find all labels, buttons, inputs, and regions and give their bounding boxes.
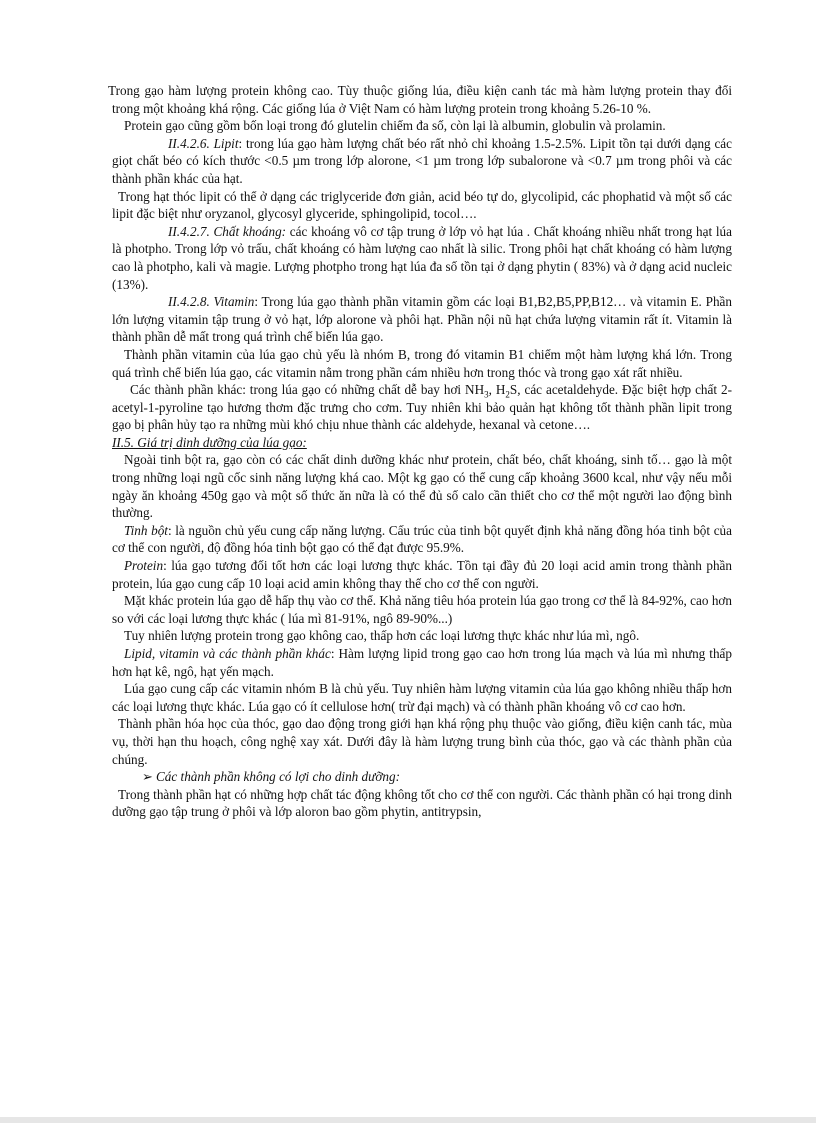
paragraph-text: : trong lúa gạo hàm lượng chất béo rất nhỏ chỉ khoảng 1.5-2.5%. Lipit tồn tại dưới dạng các giọt chất béo có kích thước <0.5 µm trong lớp alorone, <1 µm trong lớp subalorone và <0.7 µm trong phôi và các thành phần khác của hạt. — [112, 135, 733, 186]
paragraph-text: : Trong lúa gạo thành phần vitamin gồm các loại B1,B2,B5,PP,B12… và vitamin E. Phần lớn lượng vitamin tập trung ở vỏ hạt, lớp alorone và phôi hạt. Phần nội nũ hạt chứa lượng vitamin rất ít. Vitamin là thành phần dễ mất trong quá trình chế biến lúa gạo. — [112, 294, 732, 345]
term-label: Tinh bột — [124, 522, 168, 538]
paragraph-text: Thành phần vitamin của lúa gạo chủ yếu là nhóm B, trong đó vitamin B1 chiếm một hàm lượng khá lớn. Trong quá trình chế biến lúa gạo, các vitamin nằm trong phần cám nhiều hơn trong thóc và trong gạo xát rất nhiều. — [112, 346, 732, 380]
paragraph-harmful-components — [112, 786, 732, 821]
paragraph-protein-digest — [112, 592, 732, 627]
term-label: Protein — [124, 558, 164, 574]
paragraph-lipid-vitamin — [112, 645, 732, 680]
paragraph-text: các khoáng vô cơ tập trung ở lớp vỏ hạt lúa . Chất khoáng nhiều nhất trong hạt lúa là photpho. Trong lớp vỏ trấu, chất khoáng có hàm lượng cao nhất là silic. Trong phôi hạt chất khoáng có hàm lượng cao là photpho, kali và magie. Lượng photpho trong hạt lúa đa số tồn tại ở dạng phytin ( 83%) và ở dạng acid nucleic (13%). — [112, 223, 732, 292]
term-label: Lipid, vitamin và các thành phần khác — [124, 646, 331, 661]
paragraph-nutrition-intro — [112, 451, 732, 521]
subscript: 2 — [505, 389, 510, 400]
paragraph-text: Tuy nhiên lượng protein trong gạo không cao, thấp hơn các loại lương thực khác như lúa mì, ngô. — [124, 628, 640, 644]
paragraph-vitamin-b — [112, 346, 732, 381]
section-lipit — [112, 135, 732, 188]
paragraph-text: Trong gạo hàm lượng protein không cao. Tùy thuộc giống lúa, điều kiện canh tác mà hàm lượng protein thay đổi trong một khoảng khá rộng. Các giống lúa ở Việt Nam có hàm lượng protein trong khoảng 5.26-10 %. — [108, 83, 732, 116]
paragraph-vitamin-group-b — [112, 680, 732, 715]
paragraph-text: Trong thành phần hạt có những hợp chất tác động không tốt cho cơ thể con người. Các thành phần có hại trong dinh dưỡng gạo tập trung ở phôi và lớp aloron bao gồm phytin, antitrypsin, — [112, 786, 732, 820]
paragraph-other-components — [112, 381, 732, 434]
arrow-bullet-icon: ➢ — [142, 769, 154, 785]
paragraph-text: : là nguồn chủ yếu cung cấp năng lượng. Cấu trúc của tinh bột quyết định khả năng đồng hóa tinh bột của cơ thể con người, độ đồng hóa tinh bột gạo có thể đạt được 95.9%. — [112, 522, 733, 556]
section-heading: II.4.2.8. Vitamin — [168, 294, 255, 310]
bullet-text: Các thành phần không có lợi cho dinh dưỡng: — [156, 769, 400, 785]
paragraph-composition — [112, 715, 732, 768]
paragraph-text: Trong hạt thóc lipit có thể ở dạng các triglyceride đơn giản, acid béo tự do, glycolipid, các phophatid và một số các lipit đặc biệt như oryzanol, glycosyl glyceride, sphingolipid, tocol…. — [112, 188, 732, 222]
paragraph-text: S, các acetaldehyde. Đặc biệt hợp chất 2-acetyl-1-pyroline tạo hương thơm đặc trưng cho cơm. Tuy nhiên khi bảo quản hạt không tốt thành phần lipit trong gạo bị phân hủy tạo ra những mùi khó chịu nhue thành các aldehyde, hexanal và cetone…. — [112, 382, 732, 433]
bullet-heading — [112, 768, 732, 786]
paragraph-text: Thành phần hóa học của thóc, gạo dao động trong giới hạn khá rộng phụ thuộc vào giống, điều kiện canh tác, mùa vụ, thời hạn thu hoạch, công nghệ xay xát. Dưới đây là hàm lượng trung bình của thóc, gạo và các thành phần của chúng. — [112, 716, 732, 767]
paragraph-text: : lúa gạo tương đối tốt hơn các loại lương thực khác. Tồn tại đầy đủ 20 loại acid amin trong thành phần protein, lúa gạo cung cấp 10 loại acid amin không thay thế cho cơ thể con người. — [112, 558, 732, 591]
paragraph-text: Protein gạo cũng gồm bốn loại trong đó glutelin chiếm đa số, còn lại là albumin, globulin và prolamin. — [124, 118, 666, 134]
paragraph-text: , H — [488, 382, 506, 398]
section-heading: II.4.2.6. Lipit — [168, 135, 239, 151]
section-vitamin — [112, 293, 732, 346]
paragraph-protein-types — [112, 117, 732, 135]
paragraph-text: Ngoài tinh bột ra, gạo còn có các chất dinh dưỡng khác như protein, chất béo, chất khoáng, sinh tố… gạo là một trong những loại ngũ cốc sinh năng lượng khá cao. Một kg gạo có thể cung cấp khoảng 3600 kcal, như vậy nếu mỗi ngày ăn khoảng 450g gạo và một số thức ăn nữa là có thể đủ số calo cần thiết cho cơ thể một người lao động bình thường. — [112, 452, 732, 521]
paragraph-protein-content — [108, 82, 732, 117]
section-heading-nutrition: II.5. Giá trị dinh dưỡng của lúa gạo: — [112, 434, 307, 450]
paragraph-starch — [112, 522, 732, 557]
paragraph-text: Lúa gạo cung cấp các vitamin nhóm B là chủ yếu. Tuy nhiên hàm lượng vitamin của lúa gạo không nhiều thấp hơn các loại lương thực khác. Lúa gạo có ít cellulose hơn( trừ đại mạch) và có thành phần khoáng vô cơ cao hơn. — [112, 681, 732, 714]
paragraph-protein — [112, 557, 732, 592]
paragraph-text: Mặt khác protein lúa gạo dễ hấp thụ vào cơ thể. Khả năng tiêu hóa protein lúa gạo trong cơ thể là 84-92%, cao hơn so với các loại lương thực khác ( lúa mì 81-91%, ngô 89-90%...) — [112, 593, 732, 626]
page-bottom-edge — [0, 1117, 816, 1123]
section-heading: II.4.2.7. Chất khoáng: — [168, 223, 287, 239]
paragraph-text: Các thành phần khác: trong lúa gạo có những chất dễ bay hơi NH — [130, 382, 485, 398]
paragraph-lipit-forms — [112, 188, 732, 223]
section-minerals — [112, 223, 732, 293]
paragraph-text: : Hàm lượng lipid trong gạo cao hơn trong lúa mạch và lúa mì nhưng thấp hơn hạt kê, ngô, hạt yến mạch. — [112, 646, 732, 679]
subscript: 3 — [484, 389, 489, 400]
paragraph-protein-low — [112, 627, 732, 645]
